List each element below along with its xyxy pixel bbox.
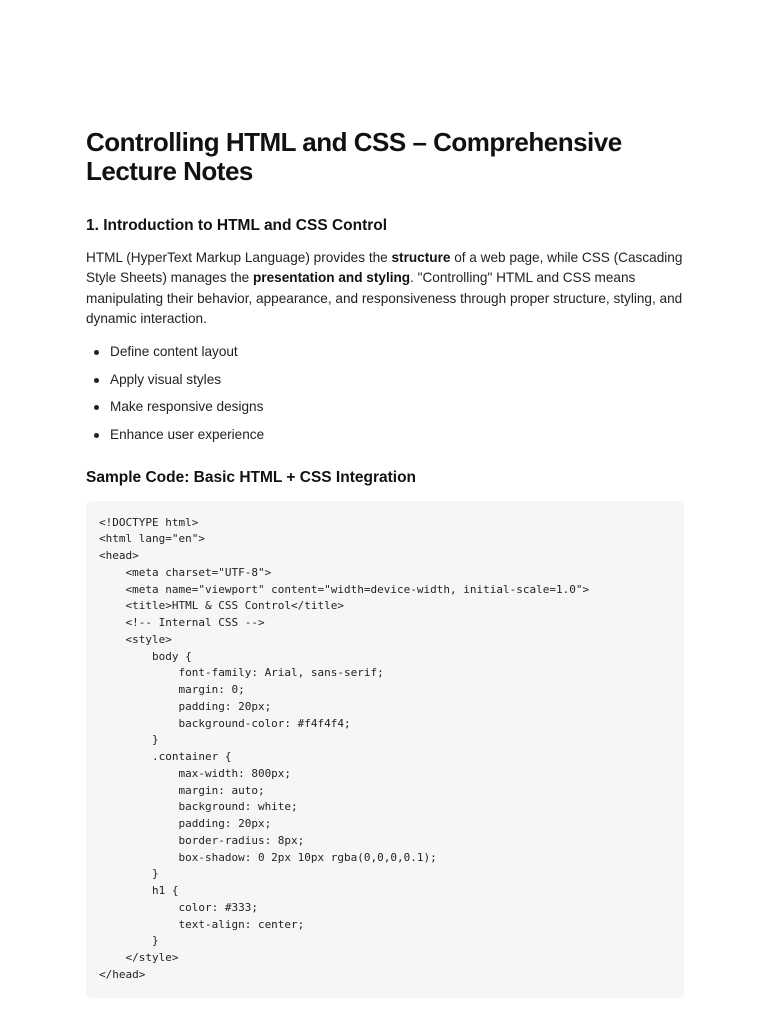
code-line: <head> [99, 549, 139, 563]
bullet-item: Make responsive designs [94, 398, 684, 416]
bullet-item: Define content layout [94, 343, 684, 361]
code-line: margin: 0; [99, 683, 245, 697]
code-line: background-color: #f4f4f4; [99, 716, 351, 730]
section-heading-introduction: 1. Introduction to HTML and CSS Control [86, 217, 388, 234]
code-line: padding: 20px; [99, 699, 272, 713]
sample-code-heading: Sample Code: Basic HTML + CSS Integration [86, 468, 417, 486]
code-line: font-family: Arial, sans-serif; [99, 666, 384, 680]
code-block [86, 501, 684, 998]
code-line: } [99, 867, 159, 881]
code-line: <meta name="viewport" content="width=device-width, initial-scale=1.0"> [99, 582, 590, 596]
code-line: padding: 20px; [99, 817, 272, 831]
intro-text-part-1: HTML (HyperText Markup Language) provides the [86, 250, 392, 265]
code-line: <title>HTML & CSS Control</title> [99, 599, 345, 613]
code-line: .container { [99, 750, 232, 764]
code-line: border-radius: 8px; [99, 833, 305, 847]
code-line: box-shadow: 0 2px 10px rgba(0,0,0,0.1); [99, 850, 437, 864]
bullet-item: Apply visual styles [94, 371, 684, 389]
intro-text-part-2: of a web page, while CSS (Cascading Style Sheets) manages the [86, 250, 683, 286]
code-line: color: #333; [99, 900, 258, 914]
code-line: </style> [99, 951, 179, 965]
code-line: </head> [99, 967, 146, 981]
bullet-item: Enhance user experience [94, 426, 684, 444]
code-line: body { [99, 649, 192, 663]
code-line: background: white; [99, 800, 298, 814]
code-line: } [99, 733, 159, 747]
intro-bold-structure: structure [391, 250, 451, 265]
intro-text-part-3: . "Controlling" HTML and CSS means manipulating their behavior, appearance, and responsiveness through proper structure, styling, and dynamic interaction. [86, 270, 683, 326]
bullet-list [86, 343, 684, 444]
code-line: } [99, 934, 159, 948]
code-line: h1 { [99, 884, 179, 898]
code-line: margin: auto; [99, 783, 265, 797]
document-page [86, 128, 684, 998]
code-line: <!DOCTYPE html> [99, 515, 199, 529]
intro-paragraph [86, 248, 684, 329]
code-line: <!-- Internal CSS --> [99, 616, 265, 630]
code-line: <html lang="en"> [99, 532, 205, 546]
intro-bold-presentation: presentation and styling [253, 270, 411, 286]
code-line: <style> [99, 632, 172, 646]
page-title: Controlling HTML and CSS – Comprehensive Lecture Notes [86, 127, 622, 186]
code-line: <meta charset="UTF-8"> [99, 565, 272, 579]
code-line: max-width: 800px; [99, 766, 292, 780]
code-line: text-align: center; [99, 917, 305, 931]
